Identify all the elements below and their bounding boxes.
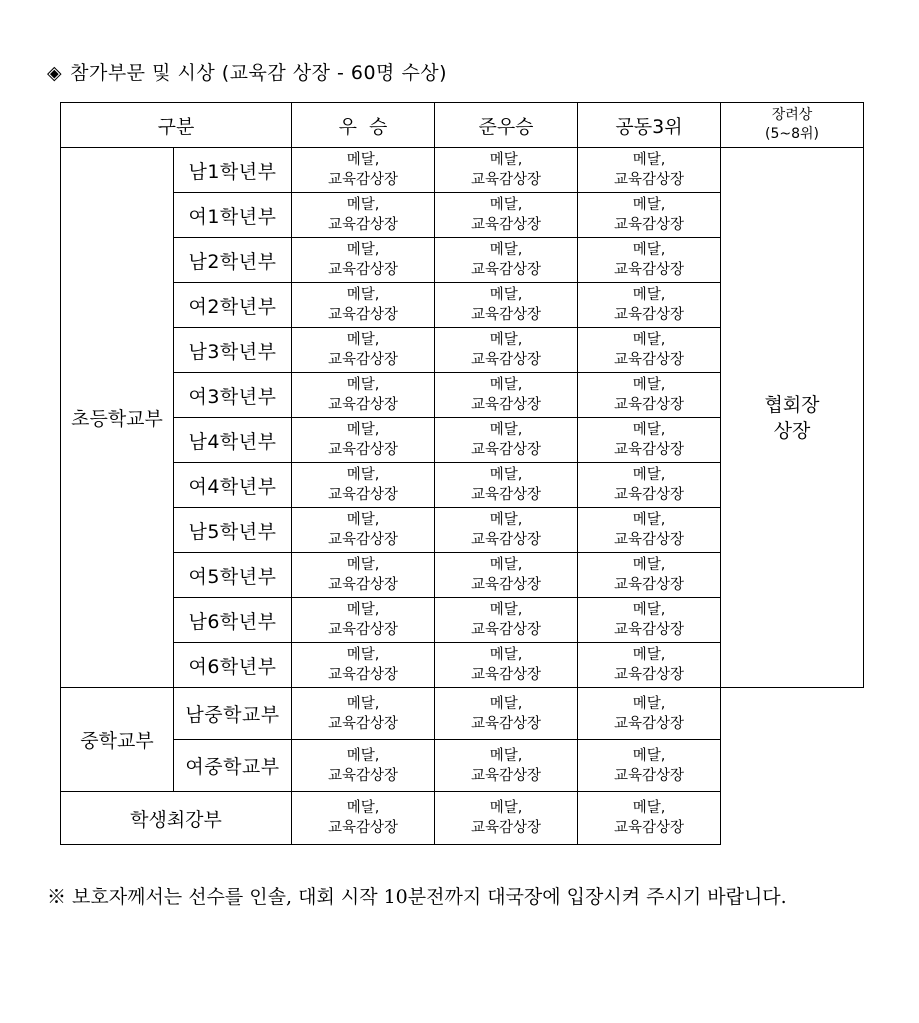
prize-medal: 메달, xyxy=(632,332,666,348)
prize-cell-runner-up xyxy=(435,598,578,643)
elementary-rows xyxy=(61,148,864,688)
division-label: 여1학년부 xyxy=(174,193,292,238)
division-label: 여5학년부 xyxy=(174,553,292,598)
prize-cell-runner-up xyxy=(435,508,578,553)
strongest-rows xyxy=(61,792,864,845)
prize-medal: 메달, xyxy=(346,197,380,213)
group-middle: 중학교부 xyxy=(61,688,174,792)
prize-certificate: 교육감상장 xyxy=(327,577,399,593)
prize-medal: 메달, xyxy=(632,647,666,663)
prize-certificate: 교육감상장 xyxy=(470,577,542,593)
prize-cell-runner-up xyxy=(435,148,578,193)
prize-medal: 메달, xyxy=(632,242,666,258)
header-third: 공동3위 xyxy=(578,103,721,148)
prize-cell-runner-up xyxy=(435,193,578,238)
table-row xyxy=(61,148,864,193)
prize-certificate: 교육감상장 xyxy=(327,217,399,233)
prize-certificate: 교육감상장 xyxy=(470,667,542,683)
prize-medal: 메달, xyxy=(489,695,523,712)
prize-medal: 메달, xyxy=(489,422,523,438)
header-encourage-range: (5~8위) xyxy=(765,126,819,142)
prize-certificate: 교육감상장 xyxy=(327,820,399,836)
prize-certificate: 교육감상장 xyxy=(470,442,542,458)
prize-cell-third xyxy=(578,643,721,688)
prize-cell-winner xyxy=(292,792,435,845)
prize-medal: 메달, xyxy=(489,152,523,168)
prize-medal: 메달, xyxy=(489,800,523,816)
prize-cell-third xyxy=(578,148,721,193)
prize-certificate: 교육감상장 xyxy=(327,172,399,188)
prize-certificate: 교육감상장 xyxy=(470,307,542,323)
division-label: 여2학년부 xyxy=(174,283,292,328)
prize-certificate: 교육감상장 xyxy=(613,307,685,323)
prize-certificate: 교육감상장 xyxy=(470,622,542,638)
prize-medal: 메달, xyxy=(346,242,380,258)
prize-medal: 메달, xyxy=(632,197,666,213)
prize-certificate: 교육감상장 xyxy=(470,715,542,732)
encourage-award-cell xyxy=(721,148,864,688)
prize-certificate: 교육감상장 xyxy=(613,397,685,413)
prize-cell-third xyxy=(578,283,721,328)
prize-cell-winner xyxy=(292,598,435,643)
prize-certificate: 교육감상장 xyxy=(613,487,685,503)
prize-cell-third xyxy=(578,553,721,598)
prize-certificate: 교육감상장 xyxy=(613,262,685,278)
division-label: 여3학년부 xyxy=(174,373,292,418)
division-label: 남3학년부 xyxy=(174,328,292,373)
prize-cell-winner xyxy=(292,373,435,418)
prize-medal: 메달, xyxy=(346,152,380,168)
prize-certificate: 교육감상장 xyxy=(613,352,685,368)
prize-cell-third xyxy=(578,508,721,553)
prize-certificate: 교육감상장 xyxy=(613,715,685,732)
encourage-award-line1: 협회장 xyxy=(764,393,820,416)
prize-medal: 메달, xyxy=(346,467,380,483)
prize-cell-winner xyxy=(292,328,435,373)
prize-certificate: 교육감상장 xyxy=(327,715,399,732)
prize-certificate: 교육감상장 xyxy=(327,767,399,784)
prize-medal: 메달, xyxy=(632,512,666,528)
prize-cell-runner-up xyxy=(435,328,578,373)
prize-cell-runner-up xyxy=(435,792,578,845)
prize-certificate: 교육감상장 xyxy=(613,577,685,593)
division-label: 남1학년부 xyxy=(174,148,292,193)
prize-certificate: 교육감상장 xyxy=(327,622,399,638)
prize-medal: 메달, xyxy=(489,647,523,663)
prize-cell-runner-up xyxy=(435,418,578,463)
prize-cell-runner-up xyxy=(435,283,578,328)
prize-cell-third xyxy=(578,792,721,845)
header-runner-up: 준우승 xyxy=(435,103,578,148)
prize-cell-runner-up xyxy=(435,373,578,418)
prize-cell-third xyxy=(578,463,721,508)
prize-certificate: 교육감상장 xyxy=(470,487,542,503)
table-row xyxy=(61,688,864,740)
guardian-notice: ※ 보호자께서는 선수를 인솔, 대회 시작 10분전까지 대국장에 입장시켜 주시기 바랍니다. xyxy=(47,886,787,908)
prize-medal: 메달, xyxy=(346,377,380,393)
prize-cell-winner xyxy=(292,418,435,463)
division-label: 여중학교부 xyxy=(174,740,292,792)
prize-certificate: 교육감상장 xyxy=(327,307,399,323)
group-elementary: 초등학교부 xyxy=(61,148,174,688)
prize-certificate: 교육감상장 xyxy=(327,442,399,458)
prize-medal: 메달, xyxy=(632,377,666,393)
prize-medal: 메달, xyxy=(489,197,523,213)
prize-cell-winner xyxy=(292,193,435,238)
prize-cell-winner xyxy=(292,688,435,740)
prize-certificate: 교육감상장 xyxy=(327,667,399,683)
prize-certificate: 교육감상장 xyxy=(613,767,685,784)
header-encourage xyxy=(721,103,864,148)
prize-certificate: 교육감상장 xyxy=(327,532,399,548)
prize-certificate: 교육감상장 xyxy=(470,767,542,784)
prize-medal: 메달, xyxy=(346,747,380,764)
prize-cell-winner xyxy=(292,463,435,508)
prize-certificate: 교육감상장 xyxy=(613,442,685,458)
prize-medal: 메달, xyxy=(346,422,380,438)
prize-cell-winner xyxy=(292,148,435,193)
prize-medal: 메달, xyxy=(632,422,666,438)
prize-certificate: 교육감상장 xyxy=(470,532,542,548)
middle-rows xyxy=(61,688,864,792)
prize-cell-winner xyxy=(292,553,435,598)
prize-cell-winner xyxy=(292,643,435,688)
diamond-bullet-icon: ◈ xyxy=(47,62,63,84)
prize-certificate: 교육감상장 xyxy=(470,820,542,836)
prize-certificate: 교육감상장 xyxy=(470,397,542,413)
prize-cell-third xyxy=(578,193,721,238)
prize-medal: 메달, xyxy=(346,557,380,573)
prize-cell-runner-up xyxy=(435,643,578,688)
prize-medal: 메달, xyxy=(489,377,523,393)
prize-medal: 메달, xyxy=(489,602,523,618)
division-label: 남6학년부 xyxy=(174,598,292,643)
division-label: 남5학년부 xyxy=(174,508,292,553)
prize-certificate: 교육감상장 xyxy=(613,667,685,683)
prize-medal: 메달, xyxy=(489,557,523,573)
prize-cell-winner xyxy=(292,283,435,328)
prize-certificate: 교육감상장 xyxy=(470,352,542,368)
table-row xyxy=(61,740,864,792)
prize-medal: 메달, xyxy=(346,695,380,712)
prize-medal: 메달, xyxy=(346,332,380,348)
prize-certificate: 교육감상장 xyxy=(327,262,399,278)
prize-certificate: 교육감상장 xyxy=(470,262,542,278)
prize-certificate: 교육감상장 xyxy=(613,820,685,836)
prize-certificate: 교육감상장 xyxy=(613,172,685,188)
prize-cell-third xyxy=(578,688,721,740)
prize-medal: 메달, xyxy=(489,242,523,258)
prize-medal: 메달, xyxy=(489,747,523,764)
prize-cell-winner xyxy=(292,740,435,792)
encourage-award-line2: 상장 xyxy=(773,419,811,442)
awards-table xyxy=(60,102,864,845)
section-heading-text: 참가부문 및 시상 (교육감 상장 - 60명 수상) xyxy=(70,62,448,84)
prize-medal: 메달, xyxy=(489,332,523,348)
prize-medal: 메달, xyxy=(632,287,666,303)
prize-cell-runner-up xyxy=(435,238,578,283)
prize-medal: 메달, xyxy=(346,647,380,663)
prize-cell-runner-up xyxy=(435,740,578,792)
prize-cell-third xyxy=(578,418,721,463)
division-label: 남중학교부 xyxy=(174,688,292,740)
prize-medal: 메달, xyxy=(346,512,380,528)
prize-medal: 메달, xyxy=(346,602,380,618)
prize-medal: 메달, xyxy=(632,800,666,816)
table-header-row xyxy=(61,103,864,148)
prize-cell-third xyxy=(578,328,721,373)
prize-medal: 메달, xyxy=(632,602,666,618)
prize-medal: 메달, xyxy=(346,287,380,303)
prize-certificate: 교육감상장 xyxy=(327,352,399,368)
prize-medal: 메달, xyxy=(489,512,523,528)
prize-cell-runner-up xyxy=(435,553,578,598)
prize-cell-third xyxy=(578,740,721,792)
prize-medal: 메달, xyxy=(632,557,666,573)
prize-medal: 메달, xyxy=(632,467,666,483)
prize-cell-winner xyxy=(292,508,435,553)
prize-cell-third xyxy=(578,373,721,418)
prize-cell-runner-up xyxy=(435,688,578,740)
prize-certificate: 교육감상장 xyxy=(327,487,399,503)
prize-medal: 메달, xyxy=(489,467,523,483)
prize-certificate: 교육감상장 xyxy=(613,217,685,233)
header-encourage-title: 장려상 xyxy=(771,107,813,123)
prize-cell-runner-up xyxy=(435,463,578,508)
prize-certificate: 교육감상장 xyxy=(613,532,685,548)
prize-certificate: 교육감상장 xyxy=(613,622,685,638)
header-category: 구분 xyxy=(61,103,292,148)
prize-medal: 메달, xyxy=(632,152,666,168)
header-winner: 우 승 xyxy=(292,103,435,148)
section-heading xyxy=(47,58,447,85)
division-label: 남4학년부 xyxy=(174,418,292,463)
prize-medal: 메달, xyxy=(632,695,666,712)
group-strongest: 학생최강부 xyxy=(61,792,292,845)
division-label: 여4학년부 xyxy=(174,463,292,508)
division-label: 여6학년부 xyxy=(174,643,292,688)
prize-cell-third xyxy=(578,238,721,283)
prize-medal: 메달, xyxy=(489,287,523,303)
prize-medal: 메달, xyxy=(346,800,380,816)
prize-certificate: 교육감상장 xyxy=(470,217,542,233)
prize-cell-third xyxy=(578,598,721,643)
prize-certificate: 교육감상장 xyxy=(327,397,399,413)
prize-cell-winner xyxy=(292,238,435,283)
prize-certificate: 교육감상장 xyxy=(470,172,542,188)
prize-medal: 메달, xyxy=(632,747,666,764)
division-label: 남2학년부 xyxy=(174,238,292,283)
table-row xyxy=(61,792,864,845)
